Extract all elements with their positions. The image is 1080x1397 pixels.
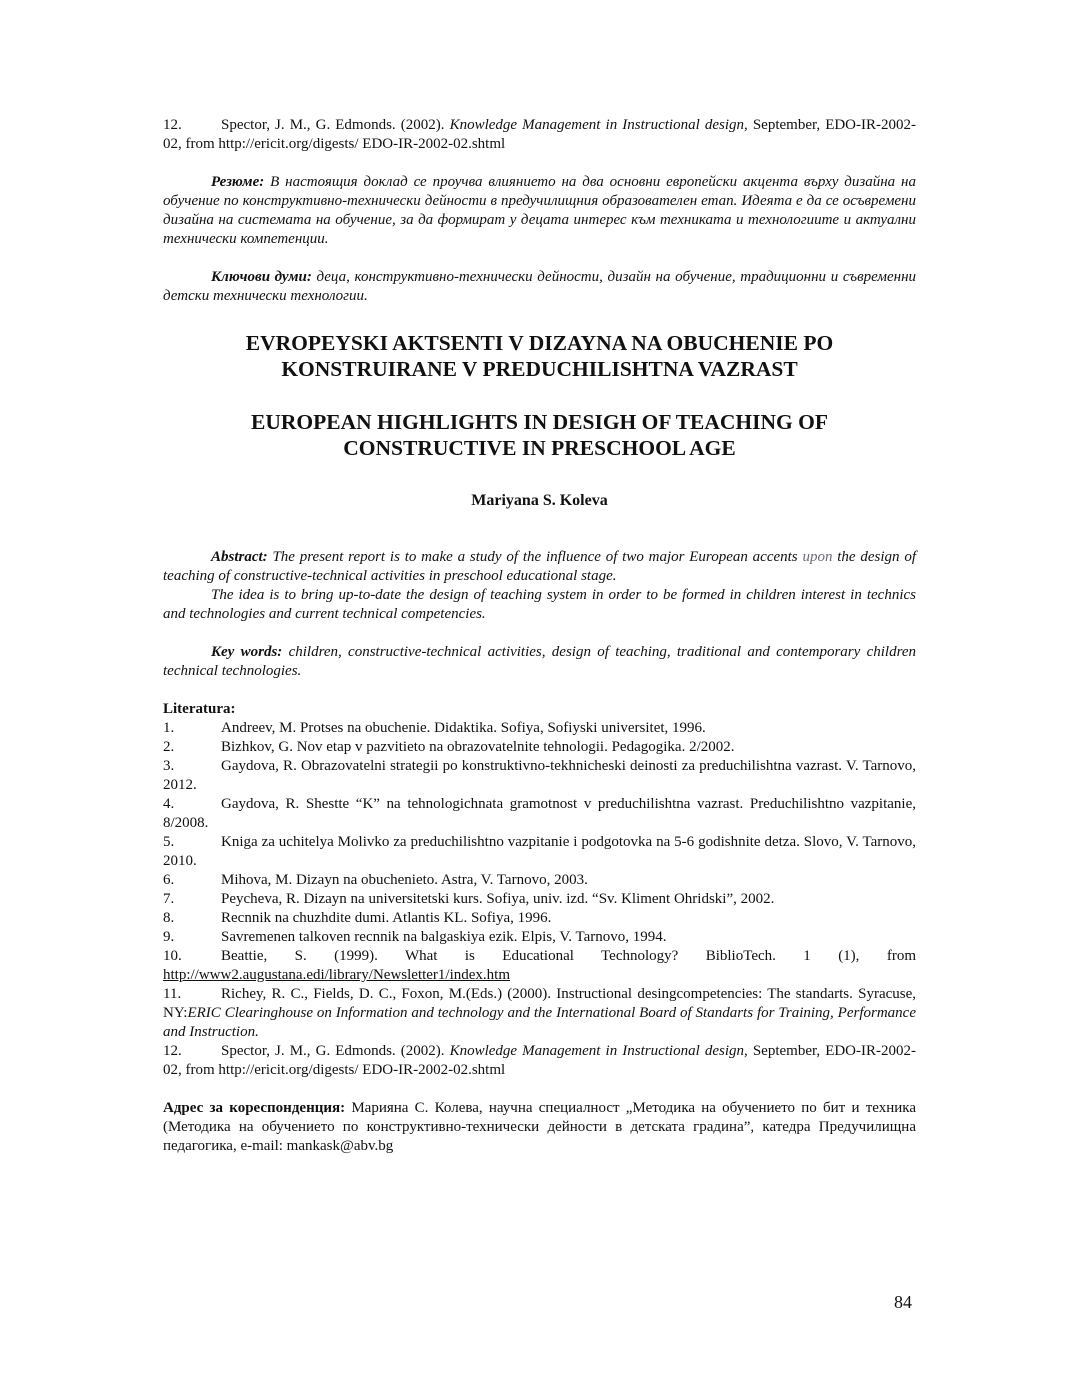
- abstract-label: Abstract:: [211, 549, 268, 565]
- reference-item: 9. Savremenen talkoven recnnik na balgaskiya ezik. Elpis, V. Tarnovo, 1994.: [163, 929, 667, 945]
- abstract-en: Abstract: The present report is to make a study of the influence of two major European accents upon the design of teaching of constructive-technical activities in preschool educational stage. The idea is to bring up-to-date the design of teaching system in order to be formed in children interest in technics and technologies and current technical competencies.: [163, 549, 916, 622]
- keywords-bg-label: Ключови думи:: [211, 269, 312, 285]
- page-content: [163, 116, 916, 1156]
- literature-heading: Literatura:: [163, 701, 236, 717]
- keywords-en: Key words: children, constructive-technical activities, design of teaching, traditional and contemporary children technical technologies.: [163, 644, 917, 679]
- reference-item: 7. Peycheva, R. Dizayn na universitetski kurs. Sofiya, univ. izd. “Sv. Kliment Ohridski”, 2002.: [163, 891, 775, 907]
- reference-item: 8. Recnnik na chuzhdite dumi. Atlantis KL. Sofiya, 1996.: [163, 910, 552, 926]
- correspondence-address: Адрес за кореспонденция: Марияна С. Колева, научна специалност „Методика на обучението по бит и техника (Методика на обучението по конструктивно-технически дейности в детската градина”, катедра Предучилищна педагогика, e-mail: mankask@abv.bg: [163, 1100, 916, 1154]
- reference-item: 12. Spector, J. M., G. Edmonds. (2002). Knowledge Management in Instructional design, September, EDO-IR-2002-02, from http://ericit.org/digests/ EDO-IR-2002-02.shtml: [163, 1043, 917, 1078]
- reference-top-12: 12. Spector, J. M., G. Edmonds. (2002). Knowledge Management in Instructional design, September, EDO-IR-2002-02, from http://ericit.org/digests/ EDO-IR-2002-02.shtml: [163, 117, 917, 152]
- reference-item: 3. Gaydova, R. Obrazovatelni strategii po konstruktivno-tekhnicheski deinosti za preduchilishtna vazrast. V. Tarnovo, 2012.: [163, 758, 916, 793]
- keywords-bg: Ключови думи: деца, конструктивно-технически дейности, дизайн на обучение, традиционни и съвременни детски технически технологии.: [163, 269, 917, 304]
- reference-item: 2. Bizhkov, G. Nov etap v pazvitieto na obrazovatelnite tehnologii. Pedagogika. 2/2002.: [163, 739, 735, 755]
- reference-link: [163, 966, 916, 985]
- reference-item: 5. Kniga za uchitelya Molivko za preduchilishtno vazpitanie i podgotovka na 5-6 godishnite detza. Slovo, V. Tarnovo, 2010.: [163, 834, 916, 869]
- author-name: Mariyana S. Koleva: [471, 492, 608, 509]
- address-label: Адрес за кореспонденция:: [163, 1100, 346, 1116]
- reference-item: 11. Richey, R. C., Fields, D. C., Foxon, M.(Eds.) (2000). Instructional desingcompetencies: The standarts. Syracuse, NY:ERIC Clearinghouse on Information and technology and the International Board of Standarts for Training, Performance and Instruction.: [163, 986, 916, 1040]
- resume-bg: Резюме: В настоящия доклад се проучва влиянието на два основни европейски акцента върху дизайна на обучение по конструктивно-технически дейности в предучилищния образователен етап. Идеята е да се осъвремени дизайна на системата на обучение, за да формират у децата интерес към техниката и технологиите и актуални технически компетенции.: [163, 174, 916, 247]
- title-english: EUROPEAN HIGHLIGHTS IN DESIGH OF TEACHING OF CONSTRUCTIVE IN PRESCHOOL AGE: [250, 410, 828, 460]
- reference-list: [163, 719, 916, 1080]
- reference-item: 10. Beattie, S. (1999). What is Educational Technology? BiblioTech. 1 (1), from: [163, 948, 916, 964]
- reference-item: 1. Andreev, M. Protses na obuchenie. Didaktika. Sofiya, Sofiyski universitet, 1996.: [163, 720, 706, 736]
- page-number: 84: [894, 1292, 912, 1312]
- resume-label: Резюме:: [211, 174, 265, 190]
- ref-number: 12.: [163, 117, 182, 133]
- title-transliterated: EVROPEYSKI AKTSENTI V DIZAYNA NA OBUCHENIE PO KONSTRUIRANE V PREDUCHILISHTNA VAZRAST: [245, 331, 834, 381]
- reference-url-link[interactable]: http://www2.augustana.edi/library/Newsletter1/index.htm: [163, 967, 511, 983]
- reference-item: 6. Mihova, M. Dizayn na obuchenieto. Astra, V. Tarnovo, 2003.: [163, 872, 588, 888]
- keywords-en-label: Key words:: [211, 644, 283, 660]
- reference-item: 4. Gaydova, R. Shestte “K” na tehnologichnata gramotnost v preduchilishtna vazrast. Preduchilishtno vazpitanie, 8/2008.: [163, 796, 916, 831]
